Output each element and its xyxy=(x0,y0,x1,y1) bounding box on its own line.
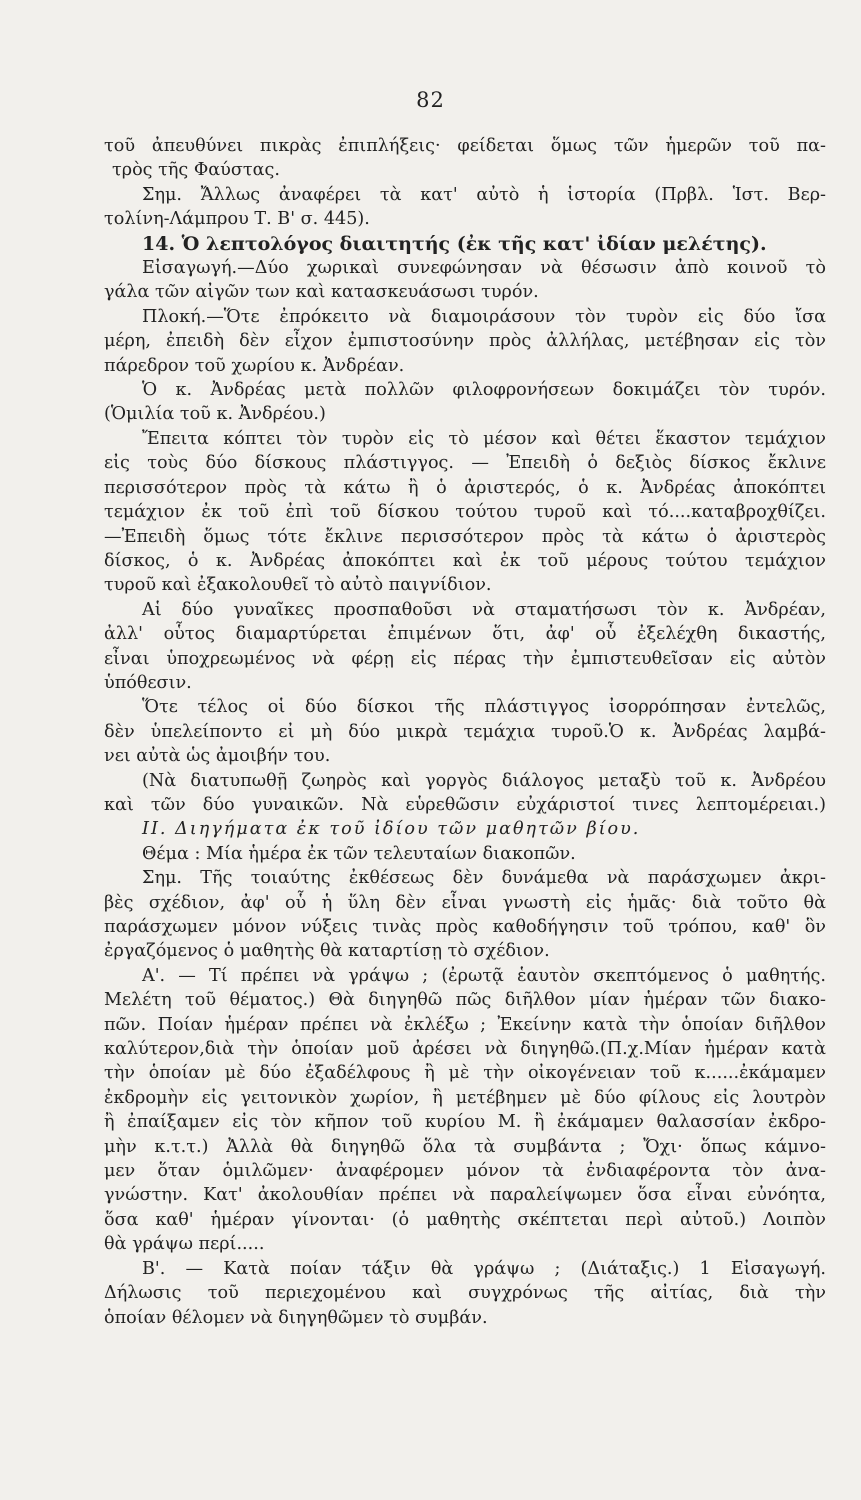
section-heading: 14. Ὁ λεπτολόγος διαιτητής (ἐκ τῆς κατ' ἰδίαν μελέτης). xyxy=(142,232,767,255)
text-line: Σημ. Τῆς τοιαύτης ἐκθέσεως δὲν δυνάμεθα νὰ παράσχωμεν ἀκρι- xyxy=(142,868,826,889)
text-line: τοῦ ἀπευθύνει πικρὰς ἐπιπλήξεις· φείδεται ὅμως τῶν ἡμερῶν τοῦ πα- xyxy=(104,136,826,156)
text-line: Ἔπειτα κόπτει τὸν τυρὸν εἰς τὸ μέσον καὶ θέτει ἕκαστον τεμάχιον xyxy=(142,428,826,449)
text-line: τεμάχιον ἐκ τοῦ ἐπὶ τοῦ δίσκου τούτου τυροῦ καὶ τό....καταβροχθίζει. xyxy=(104,502,826,523)
text-line: Ὅτε τέλος οἱ δύο δίσκοι τῆς πλάστιγγος ἰσορρόπησαν ἐντελῶς, xyxy=(142,697,826,718)
text-line: Πλοκή.—Ὅτε ἐπρόκειτο νὰ διαμοιράσουν τὸν τυρὸν εἰς δύο ἴσα xyxy=(142,306,826,327)
text-line: Θέμα : Μία ἡμέρα ἐκ τῶν τελευταίων διακοπῶν. xyxy=(142,843,576,864)
text-line: ἢ ἐπαίξαμεν εἰς τὸν κῆπον τοῦ κυρίου Μ. ἢ ἐκάμαμεν θαλασσίαν ἐκδρο- xyxy=(104,1112,826,1133)
text-line: πάρεδρον τοῦ χωρίου κ. Ἀνδρέαν. xyxy=(104,355,405,376)
text-line: μέρη, ἐπειδὴ δὲν εἶχον ἐμπιστοσύνην πρὸς ἀλλήλας, μετέβησαν εἰς τὸν xyxy=(104,331,826,352)
text-line: ἐργαζόμενος ὁ μαθητὴς θὰ καταρτίσῃ τὸ σχέδιον. xyxy=(104,941,550,962)
text-line: γάλα τῶν αἰγῶν των καὶ κατασκευάσωσι τυρόν. xyxy=(104,282,539,303)
text-line: (Ὁμιλία τοῦ κ. Ἀνδρέου.) xyxy=(104,404,326,425)
text-line: παράσχωμεν μόνον νύξεις τινὰς πρὸς καθοδήγησιν τοῦ τρόπου, καθ' ὃν xyxy=(104,917,826,937)
text-line: Μελέτη τοῦ θέματος.) Θὰ διηγηθῶ πῶς διῆλθον μίαν ἡμέραν τῶν διακο- xyxy=(104,990,826,1011)
text-line: τρὸς τῆς Φαύστας. xyxy=(112,160,280,181)
text-line: καὶ τῶν δύο γυναικῶν. Νὰ εὑρεθῶσιν εὐχάριστοί τινες λεπτομέρειαι.) xyxy=(104,794,826,815)
text-line: θὰ γράψω περί..... xyxy=(104,1234,265,1255)
text-line: Ὁ κ. Ἀνδρέας μετὰ πολλῶν φιλοφρονήσεων δοκιμάζει τὸν τυρόν. xyxy=(142,380,826,401)
section-heading: ΙΙ. Διηγήματα ἐκ τοῦ ἰδίου τῶν μαθητῶν βίου. xyxy=(142,819,641,840)
text-line: δὲν ὑπελείποντο εἰ μὴ δύο μικρὰ τεμάχια τυροῦ.Ὁ κ. Ἀνδρέας λαμβά- xyxy=(104,721,826,742)
text-line: βὲς σχέδιον, ἀφ' οὗ ἡ ὕλη δὲν εἶναι γνωστὴ εἰς ἡμᾶς· διὰ τοῦτο θὰ xyxy=(104,892,826,913)
text-line: νει αὐτὰ ὡς ἀμοιβήν του. xyxy=(104,746,331,767)
text-line: Σημ. Ἄλλως ἀναφέρει τὰ κατ' αὐτὸ ἡ ἱστορία (Πρβλ. Ἱστ. Βερ- xyxy=(142,184,826,205)
text-line: Αἱ δύο γυναῖκες προσπαθοῦσι νὰ σταματήσωσι τὸν κ. Ἀνδρέαν, xyxy=(142,599,826,620)
text-line: Εἰσαγωγή.—Δύο χωρικαὶ συνεφώνησαν νὰ θέσωσιν ἀπὸ κοινοῦ τὸ xyxy=(142,258,826,279)
text-line: εἶναι ὑποχρεωμένος νὰ φέρῃ εἰς πέρας τὴν ἐμπιστευθεῖσαν εἰς αὐτὸν xyxy=(104,648,826,669)
text-line: ἀλλ' οὗτος διαμαρτύρεται ἐπιμένων ὅτι, ἀφ' οὗ ἐξελέχθη δικαστής, xyxy=(104,624,826,645)
text-line: τὴν ὁποίαν μὲ δύο ἐξαδέλφους ἢ μὲ τὴν οἰκογένειαν τοῦ κ......ἐκάμαμεν xyxy=(104,1063,826,1084)
text-line: μὴν κ.τ.τ.) Ἀλλὰ θὰ διηγηθῶ ὅλα τὰ συμβάντα ; Ὄχι· ὅπως κάμνο- xyxy=(104,1136,826,1157)
page-number: 82 xyxy=(416,88,445,112)
text-line: ἐκδρομὴν εἰς γειτονικὸν χωρίον, ἢ μετέβημεν μὲ δύο φίλους εἰς λουτρὸν xyxy=(104,1087,826,1108)
text-line: μεν ὅταν ὁμιλῶμεν· ἀναφέρομεν μόνον τὰ ἐνδιαφέροντα τὸν ἀνα- xyxy=(104,1161,826,1182)
text-line: γνώστην. Κατ' ἀκολουθίαν πρέπει νὰ παραλείψωμεν ὅσα εἶναι εὐνόητα, xyxy=(104,1185,826,1206)
text-line: δίσκος, ὁ κ. Ἀνδρέας ἀποκόπτει καὶ ἐκ τοῦ μέρους τούτου τεμάχιον xyxy=(104,550,826,571)
text-line: καλύτερον,διὰ τὴν ὁποίαν μοῦ ἀρέσει νὰ διηγηθῶ.(Π.χ.Μίαν ἡμέραν κατὰ xyxy=(104,1039,826,1060)
text-line: εἰς τοὺς δύο δίσκους πλάστιγγος. — Ἐπειδὴ ὁ δεξιὸς δίσκος ἔκλινε xyxy=(104,453,826,474)
text-line: τολίνη-Λάμπρου Τ. Β' σ. 445). xyxy=(104,209,370,230)
text-line: περισσότερον πρὸς τὰ κάτω ἢ ὁ ἀριστερός, ὁ κ. Ἀνδρέας ἀποκόπτει xyxy=(104,477,826,498)
text-line: (Νὰ διατυπωθῇ ζωηρὸς καὶ γοργὸς διάλογος μεταξὺ τοῦ κ. Ἀνδρέου xyxy=(142,770,826,791)
text-line: τυροῦ καὶ ἐξακολουθεῖ τὸ αὐτὸ παιγνίδιον. xyxy=(104,575,492,596)
text-line: Β'. — Κατὰ ποίαν τάξιν θὰ γράψω ; (Διάταξις.) 1 Εἰσαγωγή. xyxy=(142,1258,826,1279)
text-line: ὑπόθεσιν. xyxy=(104,672,192,693)
text-line: ὅσα καθ' ἡμέραν γίνονται· (ὁ μαθητὴς σκέπτεται περὶ αὐτοῦ.) Λοιπὸν xyxy=(104,1209,826,1230)
text-line: Α'. — Τί πρέπει νὰ γράψω ; (ἐρωτᾷ ἑαυτὸν σκεπτόμενος ὁ μαθητής. xyxy=(142,965,826,986)
text-line: Δήλωσις τοῦ περιεχομένου καὶ συγχρόνως τῆς αἰτίας, διὰ τὴν xyxy=(104,1283,826,1304)
text-line: πῶν. Ποίαν ἡμέραν πρέπει νὰ ἐκλέξω ; Ἐκείνην κατὰ τὴν ὁποίαν διῆλθον xyxy=(104,1014,826,1035)
body-text xyxy=(104,134,826,1330)
text-line: —Ἐπειδὴ ὅμως τότε ἔκλινε περισσότερον πρὸς τὰ κάτω ὁ ἀριστερὸς xyxy=(104,526,826,547)
text-line: ὁποίαν θέλομεν νὰ διηγηθῶμεν τὸ συμβάν. xyxy=(104,1307,488,1328)
